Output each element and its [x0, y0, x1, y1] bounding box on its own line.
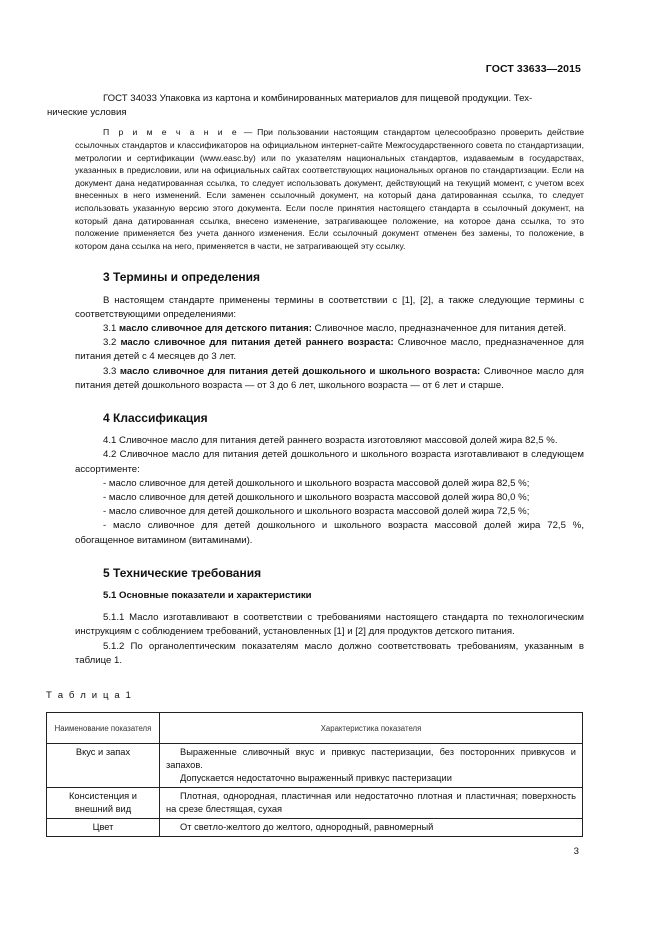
term-3-3-def: Сливочное масло для питания детей дошкольного возраста — от 3 до 6 лет, школьного возраста — от 6 лет и старше. — [75, 365, 585, 391]
clause-4-1: 4.1 Сливочное масло для питания детей раннего возраста изготовляют массовой долей жира 82,5 %. — [103, 435, 558, 447]
table-row — [47, 788, 583, 819]
table-row — [47, 819, 583, 837]
term-3-1-num: 3.1 — [103, 322, 120, 334]
term-3-1 — [75, 322, 584, 336]
term-3-2-term: масло сливочное для питания детей раннего возраста: — [120, 337, 394, 349]
table-cell-characteristic — [160, 744, 583, 788]
assortment-item: - масло сливочное для детей дошкольного и школьного возраста массовой долей жира 82,5 %; — [103, 477, 530, 489]
assortment-item: - масло сливочное для детей дошкольного и школьного возраста массовой долей жира 72,5 %, обогащенное витамином (витаминами). — [75, 520, 584, 546]
table-cell-line: Выраженные сливочный вкус и привкус пастеризации, без посторонних привкусов и запахов. — [166, 747, 576, 770]
table-cell-name: Вкус и запах — [47, 744, 160, 788]
table-row — [47, 744, 583, 788]
table-caption: Т а б л и ц а 1 — [46, 690, 133, 701]
section4-title: 4 Классификация — [103, 410, 208, 425]
note-label: П р и м е ч а н и е — [103, 127, 239, 138]
clause-5-1-2: 5.1.2 По органолептическим показателям масло должно соответствовать требованиям, указанным в таблице 1. — [75, 640, 584, 666]
term-3-3 — [75, 365, 584, 393]
organoleptic-table — [46, 712, 583, 837]
table-header-name: Наименование показателя — [47, 713, 160, 744]
term-3-1-def: Сливочное масло, предназначенное для питания детей. — [311, 322, 567, 334]
ref-entry-line2: нические условия — [47, 107, 127, 119]
table-cell-line: Допускается недостаточно выраженный привкус пастеризации — [180, 773, 452, 783]
clause-5-1-1: 5.1.1 Масло изготавливают в соответствии с требованиями настоящего стандарта по технологическим инструкциям с соблюдением требований, установленных [1] и [2] для продуктов детского питания. — [75, 612, 584, 638]
section3-title: 3 Термины и определения — [103, 270, 261, 285]
term-3-2-def: Сливочное масло, предназначенное для питания детей с 4 месяцев до 3 лет. — [75, 337, 584, 363]
table-header-row — [47, 713, 583, 744]
ref-entry-line1: ГОСТ 34033 Упаковка из картона и комбинированных материалов для пищевой продукции. Тех- — [103, 93, 533, 104]
ref-entry — [47, 92, 584, 120]
table-cell-name: Консистенция и внешний вид — [47, 788, 160, 819]
term-3-2 — [75, 336, 584, 364]
assortment-item: - масло сливочное для детей дошкольного и школьного возраста массовой долей жира 72,5 %; — [103, 506, 530, 518]
table-header-characteristic: Характеристика показателя — [160, 713, 583, 744]
clause-4-2: 4.2 Сливочное масло для питания детей дошкольного и школьного возраста изготавливают в следующем ассортименте: — [75, 449, 584, 475]
table-cell-line: Плотная, однородная, пластичная или недостаточно плотная и пластичная; поверхность на срезе блестящая, сухая — [166, 791, 576, 814]
table-cell-characteristic — [160, 788, 583, 819]
table-cell-line: От светло-желтого до желтого, однородный, равномерный — [180, 822, 434, 832]
section3-intro: В настоящем стандарте применены термины в соответствии с [1], [2], а также следующие термины с соответствующими определениями: — [75, 294, 584, 320]
note-paragraph — [75, 126, 584, 252]
term-3-1-term: масло сливочное для детского питания: — [119, 322, 312, 334]
document-body — [47, 92, 585, 668]
note-text: — При пользовании настоящим стандартом целесообразно проверить действие ссылочных стандартов и классификаторов на официальном интернет-сайте Межгосударственного совета по стандартизации, метрологии и сертификации (www.easc.by) или по указателям национальных стандартов, издаваемым в государствах, указанных в предисловии, или на официальных сайтах соответствующих национальных органов по стандартизации. Если на документ дана недатированная ссылка, то следует использовать документ, действующий на текущий момент, с учетом всех внесенных в него изменений. Если заменен ссылочный документ, на который дана датированная ссылка, то следует использовать указанную версию этого документа. Если после принятия настоящего стандарта в ссылочный документ, на который дана датированная ссылка, внесено изменение, затрагивающее положение, на которое дана ссылка, то это положение применяется без учета данного изменения. Если ссылочный документ отменен без замены, то положение, в котором дана ссылка на него, применяется в части, не затрагивающей эту ссылку. — [75, 127, 584, 251]
document-code-header: ГОСТ 33633—2015 — [485, 63, 581, 75]
table-cell-characteristic — [160, 819, 583, 837]
section5-title: 5 Технические требования — [103, 565, 262, 580]
term-3-2-num: 3.2 — [103, 337, 121, 349]
table-cell-name: Цвет — [47, 819, 160, 837]
subsection-5-1-title: 5.1 Основные показатели и характеристики — [103, 590, 312, 601]
assortment-item: - масло сливочное для детей дошкольного и школьного возраста массовой долей жира 80,0 %; — [103, 491, 530, 503]
term-3-3-num: 3.3 — [103, 365, 120, 377]
page-number: 3 — [573, 846, 579, 857]
term-3-3-term: масло сливочное для питания детей дошкольного и школьного возраста: — [119, 365, 481, 377]
